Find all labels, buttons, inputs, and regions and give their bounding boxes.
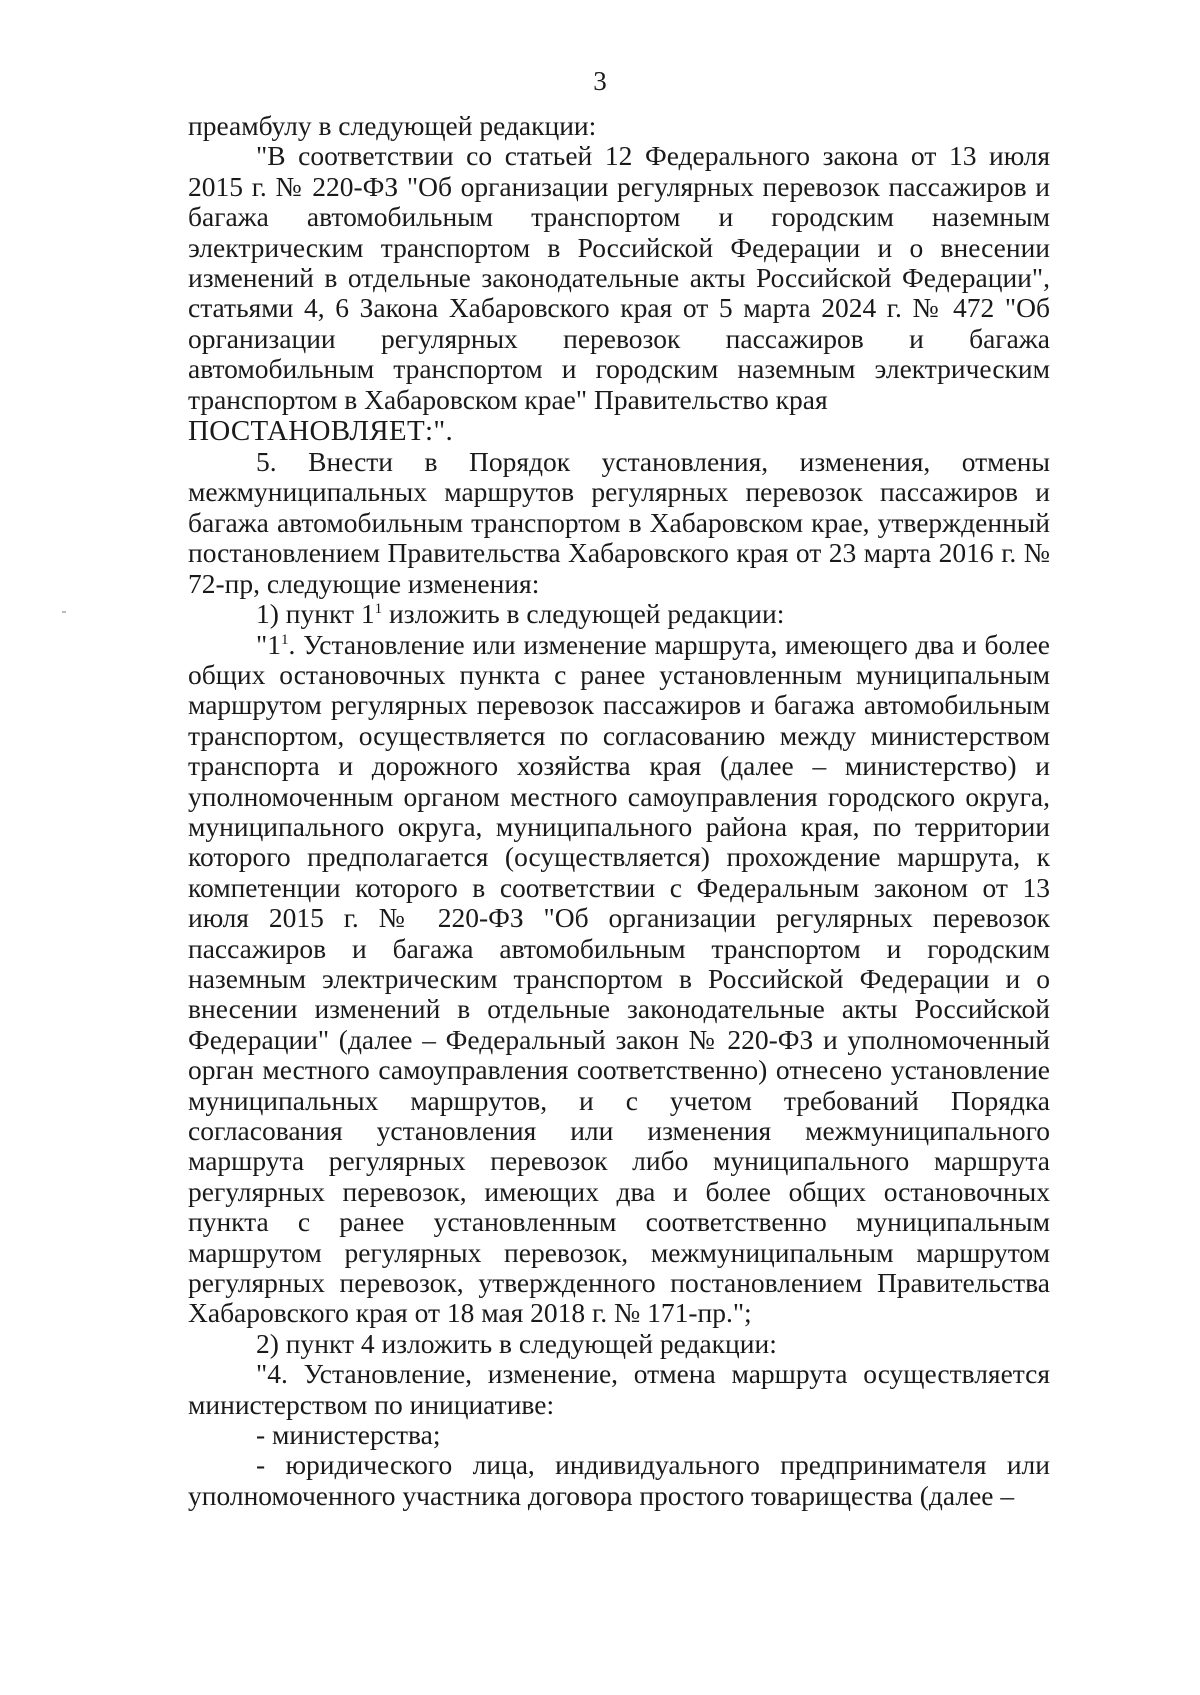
paragraph-point-1-1 xyxy=(188,630,1050,1329)
point-1-1-text-start: "1 xyxy=(256,628,281,660)
subitem-1-text-start: 1) пункт 1 xyxy=(256,598,375,630)
paragraph-subitem-2: 2) пункт 4 изложить в следующей редакции: xyxy=(256,1327,777,1359)
page-number: 3 xyxy=(593,66,607,96)
point-1-1-text-end: . Установление или изменение маршрута, имеющего два и более общих остановочных пункта с ранее установленным муниципальным маршрутом регулярных перевозок пассажиров и багажа автомобильным транспортом, осуществляется по согласованию между министерством транспорта и дорожного хозяйства края (далее – министерство) и уполномоченным органом местного самоуправления городского округа, муниципального округа, муниципального района края, по территории которого предполагается (осуществляется) прохождение маршрута, к компетенции которого в соответствии с Федеральным законом от 13 июля 2015 г. № 220-ФЗ "Об организации регулярных перевозок пассажиров и багажа автомобильным транспортом и городским наземным электрическим транспортом в Российской Федерации и о внесении изменений в отдельные законодательные акты Российской Федерации" (далее – Федеральный закон № 220-ФЗ и уполномоченный орган местного самоуправления соответственно) отнесено установление муниципальных маршрутов, и с учетом требований Порядка согласования установления или изменения межмуниципального маршрута регулярных перевозок либо муниципального маршрута регулярных перевозок, имеющих два и более общих остановочных пункта с ранее установленным соответственно муниципальным маршрутом регулярных перевозок, межмуниципальным маршрутом регулярных перевозок, утвержденного постановлением Правительства Хабаровского края от 18 мая 2018 г. № 171-пр."; xyxy=(188,628,1050,1329)
paragraph-item-5: 5. Внести в Порядок установления, изменения, отмены межмуниципальных маршрутов регулярных перевозок пассажиров и багажа автомобильным транспортом в Хабаровском крае, утвержденный постановлением Правительства Хабаровского края от 23 марта 2016 г. № 72-пр, следующие изменения: xyxy=(188,446,1050,599)
superscript: 1 xyxy=(280,631,289,648)
list-item-ministry: - министерства; xyxy=(256,1419,441,1451)
paragraph-preamble-intro: преамбулу в следующей редакции: xyxy=(188,110,597,141)
scan-mark xyxy=(62,611,66,613)
paragraph-resolves: ПОСТАНОВЛЯЕТ:". xyxy=(188,415,454,448)
superscript: 1 xyxy=(374,600,383,617)
subitem-1-text-end: изложить в следующей редакции: xyxy=(382,598,785,630)
paragraph-point-4: "4. Установление, изменение, отмена маршрута осуществляется министерством по инициативе: xyxy=(188,1358,1050,1420)
document-body xyxy=(188,111,1050,1511)
paragraph-preamble-text: "В соответствии со статьей 12 Федерального закона от 13 июля 2015 г. № 220-ФЗ "Об организации регулярных перевозок пассажиров и багажа автомобильным транспортом и городским наземным электрическим транспортом в Российской Федерации и о внесении изменений в отдельные законодательные акты Российской Федерации", статьями 4, 6 Закона Хабаровского края от 5 марта 2024 г. № 472 "Об организации регулярных перевозок пассажиров и багажа автомобильным транспортом и городским наземным электрическим транспортом в Хабаровском крае" Правительство края xyxy=(188,140,1050,415)
list-item-legal-entity: - юридического лица, индивидуального предпринимателя или уполномоченного участника договора простого товарищества (далее – xyxy=(188,1449,1050,1511)
paragraph-subitem-1 xyxy=(188,599,1050,629)
